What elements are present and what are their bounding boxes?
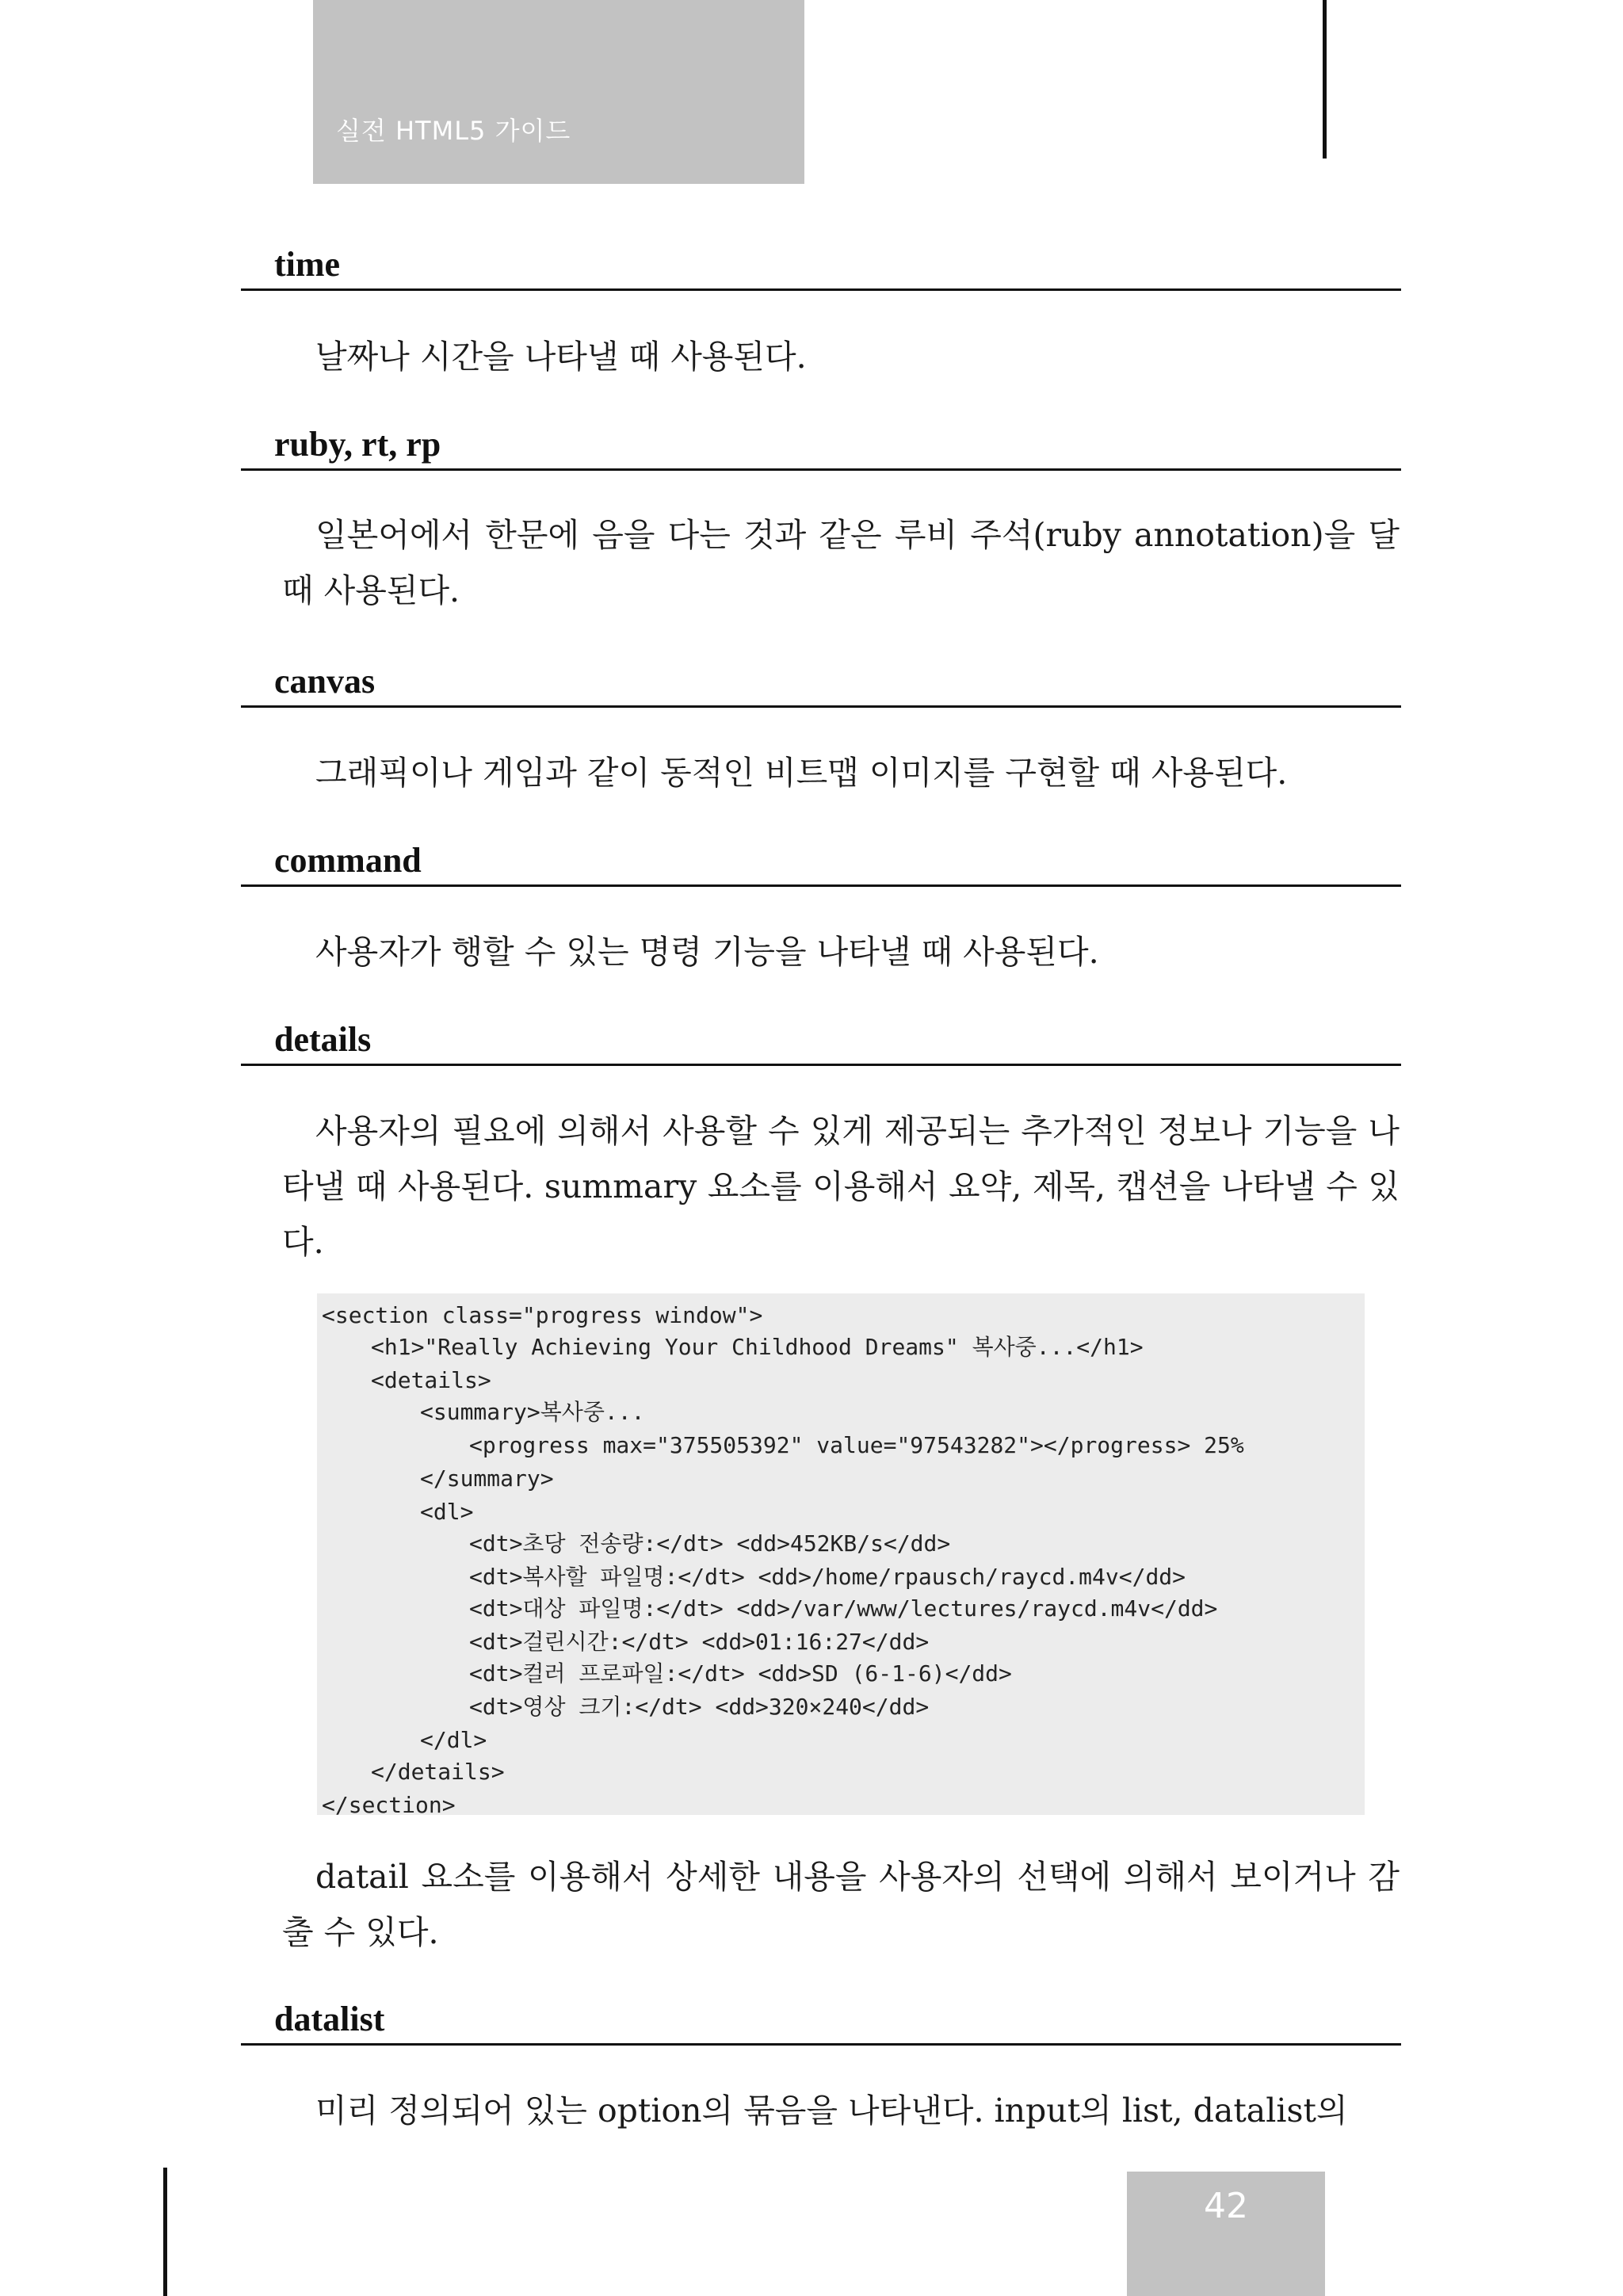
header-box — [313, 0, 804, 184]
paragraph-details-2: datail 요소를 이용해서 상세한 내용을 사용자의 선택에 의해서 보이거나 감출 수 있다. — [282, 1858, 1400, 1951]
code-line: <dt>영상 크기:</dt> <dd>320×240</dd> — [469, 1694, 930, 1720]
section-heading-details: details — [241, 1019, 1401, 1066]
section-heading-ruby: ruby, rt, rp — [241, 424, 1401, 471]
code-line: <summary>복사중... — [420, 1399, 645, 1425]
code-line: <dl> — [420, 1499, 474, 1525]
page-number: 42 — [1204, 2186, 1248, 2226]
footer-vertical-rule — [163, 2168, 167, 2296]
section-heading-command: command — [241, 840, 1401, 887]
paragraph-canvas: 그래픽이나 게임과 같이 동적인 비트맵 이미지를 구현할 때 사용된다. — [315, 754, 1288, 792]
code-line: <h1>"Really Achieving Your Childhood Dreams" 복사중...</h1> — [371, 1334, 1144, 1360]
paragraph-datalist: 미리 정의되어 있는 option의 묶음을 나타낸다. input의 list, datalist의 — [315, 2092, 1348, 2130]
section-heading-datalist: datalist — [241, 1999, 1401, 2046]
paragraph-command: 사용자가 행할 수 있는 명령 기능을 나타낼 때 사용된다. — [315, 933, 1099, 971]
code-line: <details> — [371, 1367, 491, 1393]
section-heading-canvas: canvas — [241, 661, 1401, 708]
code-line: </summary> — [420, 1465, 554, 1492]
code-line: <dt>걸린시간:</dt> <dd>01:16:27</dd> — [469, 1629, 930, 1655]
code-line: <dt>복사할 파일명:</dt> <dd>/home/rpausch/raycd.m4v</dd> — [469, 1564, 1186, 1590]
section-heading-time: time — [241, 244, 1401, 291]
code-line: <progress max="375505392" value="97543282"></progress> 25% — [469, 1432, 1244, 1458]
running-header-title: 실전 HTML5 가이드 — [336, 116, 571, 146]
paragraph-ruby: 일본어에서 한문에 음을 다는 것과 같은 루비 주석(ruby annotation)을 달 때 사용된다. — [282, 516, 1400, 609]
code-line: </details> — [371, 1759, 505, 1785]
code-line: </dl> — [420, 1727, 487, 1753]
code-line: <section class="progress window"> — [322, 1302, 763, 1328]
paragraph-details: 사용자의 필요에 의해서 사용할 수 있게 제공되는 추가적인 정보나 기능을 나타낼 때 사용된다. summary 요소를 이용해서 요약, 제목, 캡션을 나타낼 수 있다. — [282, 1112, 1400, 1261]
code-line: </section> — [322, 1792, 456, 1818]
code-line: <dt>초당 전송량:</dt> <dd>452KB/s</dd> — [469, 1530, 951, 1557]
header-vertical-rule — [1323, 0, 1327, 159]
code-line: <dt>대상 파일명:</dt> <dd>/var/www/lectures/raycd.m4v</dd> — [469, 1595, 1218, 1622]
paragraph-time: 날짜나 시간을 나타낼 때 사용된다. — [315, 338, 807, 376]
code-line: <dt>컬러 프로파일:</dt> <dd>SD (6-1-6)</dd> — [469, 1660, 1012, 1687]
